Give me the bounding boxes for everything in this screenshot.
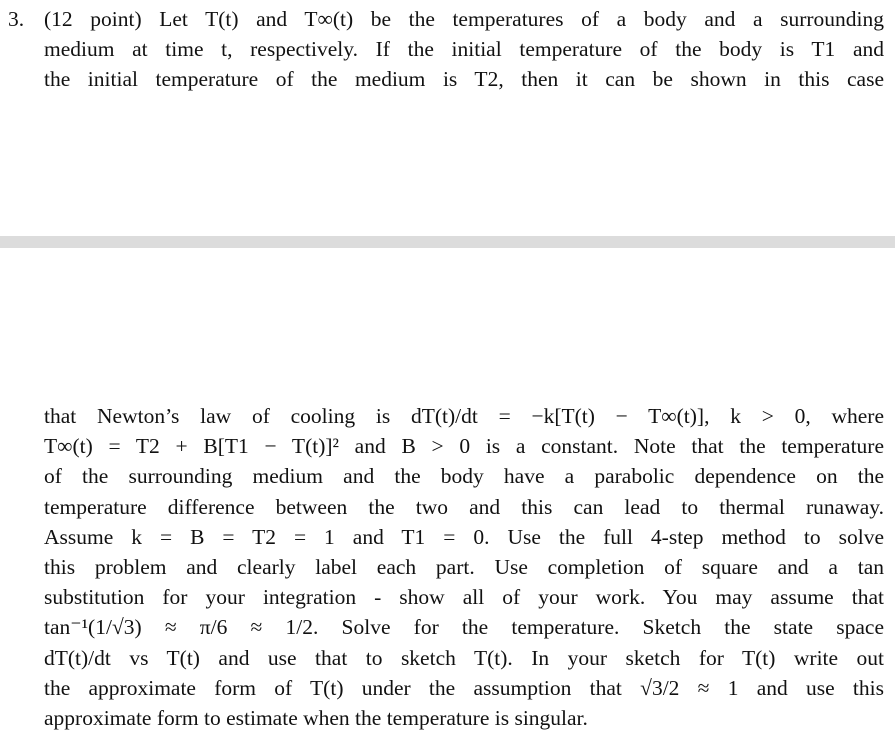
body-line-9: dT(t)/dt vs T(t) and use that to sketch T(t). In your sketch for T(t) write out	[44, 645, 884, 670]
problem-head-line-3: the initial temperature of the medium is T2, then it can be shown in this case	[44, 67, 884, 91]
body-line-7: substitution for your integration - show all of your work. You may assume that	[44, 585, 884, 610]
body-line-6: this problem and clearly label each part. Use completion of square and a tan	[44, 555, 884, 580]
body-line-8: tan⁻¹(1/√3) ≈ π/6 ≈ 1/2. Solve for the temperature. Sketch the state space	[44, 615, 884, 640]
problem-number: 3.	[8, 7, 25, 31]
body-line-4: temperature difference between the two and this can lead to thermal runaway.	[44, 494, 884, 519]
problem-head-line-1	[8, 4, 884, 34]
body-line-5: Assume k = B = T2 = 1 and T1 = 0. Use the full 4-step method to solve	[44, 524, 884, 549]
problem-statement-intro	[8, 4, 884, 94]
head-line-1-text: Let T(t) and T∞(t) be the temperatures of a body and a surrounding	[159, 7, 885, 31]
page-divider	[0, 236, 895, 248]
problem-statement-body	[44, 401, 884, 733]
body-line-2: T∞(t) = T2 + B[T1 − T(t)]² and B > 0 is a constant. Note that the temperature	[44, 434, 884, 459]
body-line-3: of the surrounding medium and the body have a parabolic dependence on the	[44, 464, 884, 489]
body-line-1: that Newton’s law of cooling is dT(t)/dt = −k[T(t) − T∞(t)], k > 0, where	[44, 404, 884, 428]
problem-points: (12 point)	[44, 7, 142, 31]
body-line-11: approximate form to estimate when the temperature is singular.	[44, 706, 588, 731]
body-line-10: the approximate form of T(t) under the assumption that √3/2 ≈ 1 and use this	[44, 675, 884, 700]
problem-head-line-2: medium at time t, respectively. If the initial temperature of the body is T1 and	[44, 37, 884, 61]
